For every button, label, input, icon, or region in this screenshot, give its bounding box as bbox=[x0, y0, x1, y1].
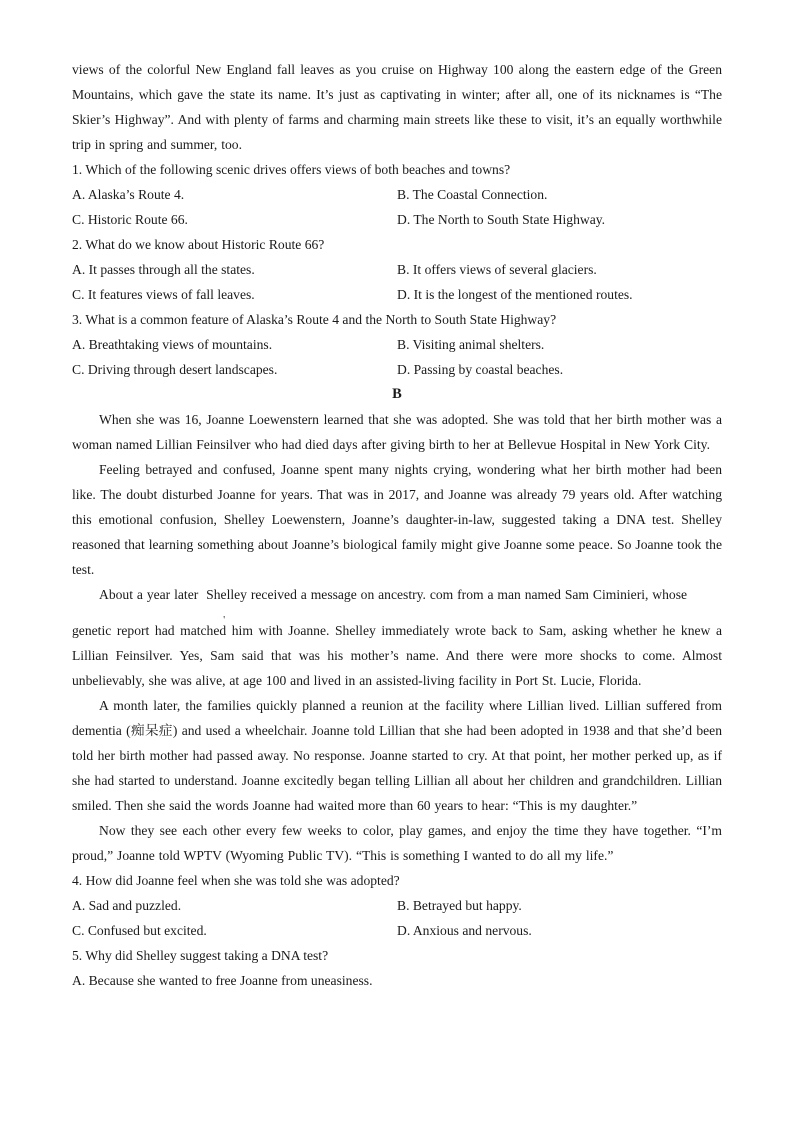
option-a: A. Sad and puzzled. bbox=[72, 898, 182, 913]
question-stem: 1. Which of the following scenic drives offers views of both beaches and towns? bbox=[72, 162, 511, 177]
question-options bbox=[72, 968, 722, 993]
question-options bbox=[72, 893, 722, 943]
exam-page bbox=[72, 57, 722, 993]
passage-a-paragraph: views of the colorful New England fall leaves as you cruise on Highway 100 along the eastern edge of the Green Mountains, which gave the state its name. It’s just as captivating in winter; after all, one of its nicknames is “The Skier’s Highway”. And with plenty of farms and charming main streets like these to visit, it’s an equally worthwhile trip in spring and summer, too. bbox=[72, 62, 722, 152]
section-b-title: B bbox=[392, 386, 402, 402]
option-c: C. It features views of fall leaves. bbox=[72, 287, 255, 302]
option-d: D. The North to South State Highway. bbox=[397, 212, 606, 227]
option-d: D. It is the longest of the mentioned routes. bbox=[397, 287, 633, 302]
question-options bbox=[72, 182, 722, 232]
option-b: B. Visiting animal shelters. bbox=[397, 337, 545, 352]
paragraph-3-rest: Shelley received a message on ancestry. com from a man named Sam Ciminieri, whose bbox=[206, 587, 688, 602]
passage-b-paragraph-1: When she was 16, Joanne Loewenstern learned that she was adopted. She was told that her birth mother was a woman named Lillian Feinsilver who had died days after giving birth to her at Bellevue Hospital in New York City. bbox=[72, 412, 722, 452]
question-options bbox=[72, 332, 722, 382]
paragraph-3-start: About a year later bbox=[99, 587, 199, 602]
question-stem: 2. What do we know about Historic Route 66? bbox=[72, 237, 325, 252]
passage-b-paragraph-5: Now they see each other every few weeks to color, play games, and enjoy the time they have together. “I’m proud,” Joanne told WPTV (Wyoming Public TV). “This is something I wanted to do all my life.” bbox=[72, 823, 722, 863]
question-stem: 3. What is a common feature of Alaska’s Route 4 and the North to South State Highway? bbox=[72, 312, 557, 327]
question-stem: 4. How did Joanne feel when she was told she was adopted? bbox=[72, 873, 400, 888]
option-a: A. Because she wanted to free Joanne from uneasiness. bbox=[72, 973, 373, 988]
question-4 bbox=[72, 868, 722, 943]
option-a: A. Breathtaking views of mountains. bbox=[72, 337, 273, 352]
question-2 bbox=[72, 232, 722, 307]
option-c: C. Driving through desert landscapes. bbox=[72, 362, 278, 377]
question-1 bbox=[72, 157, 722, 232]
question-5 bbox=[72, 943, 722, 993]
passage-b-paragraph-4: A month later, the families quickly planned a reunion at the facility where Lillian lived. Lillian suffered from dementia (痴呆症) and used a wheelchair. Joanne told Lillian that she had been adopted in 1938 and that she’d been told her birth mother had passed away. No response. Joanne started to cry. At that point, her mother perked up, as if she had started to understand. Joanne excitedly began telling Lillian all about her children and grandchildren. Lillian smiled. Then she said the words Joanne had waited more than 60 years to hear: “This is my daughter.” bbox=[72, 698, 722, 813]
line-gap bbox=[72, 607, 722, 618]
option-b: B. The Coastal Connection. bbox=[397, 187, 548, 202]
passage-b-paragraph-3 bbox=[72, 582, 722, 607]
option-d: D. Anxious and nervous. bbox=[397, 923, 532, 938]
passage-b-paragraph-3-continued: genetic report had matched him with Joanne. Shelley immediately wrote back to Sam, asking whether he knew a Lillian Feinsilver. Yes, Sam said that was his mother’s name. And there were more shocks to come. Almost unbelievably, she was alive, at age 100 and lived in an assisted-living facility in Port St. Lucie, Florida. bbox=[72, 623, 722, 688]
option-c: C. Confused but excited. bbox=[72, 923, 207, 938]
question-options bbox=[72, 257, 722, 307]
passage-b-paragraph-2: Feeling betrayed and confused, Joanne spent many nights crying, wondering what her birth mother had been like. The doubt disturbed Joanne for years. That was in 2017, and Joanne was already 79 years old. After watching this emotional confusion, Shelley Loewenstern, Joanne’s daughter-in-law, suggested taking a DNA test. Shelley reasoned that learning something about Joanne’s biological family might give Joanne some peace. So Joanne took the test. bbox=[72, 462, 722, 577]
option-d: D. Passing by coastal beaches. bbox=[397, 362, 564, 377]
option-c: C. Historic Route 66. bbox=[72, 212, 188, 227]
question-3 bbox=[72, 307, 722, 382]
question-stem: 5. Why did Shelley suggest taking a DNA test? bbox=[72, 948, 329, 963]
option-b: B. It offers views of several glaciers. bbox=[397, 262, 597, 277]
option-b: B. Betrayed but happy. bbox=[397, 898, 522, 913]
option-a: A. It passes through all the states. bbox=[72, 262, 255, 277]
option-a: A. Alaska’s Route 4. bbox=[72, 187, 185, 202]
